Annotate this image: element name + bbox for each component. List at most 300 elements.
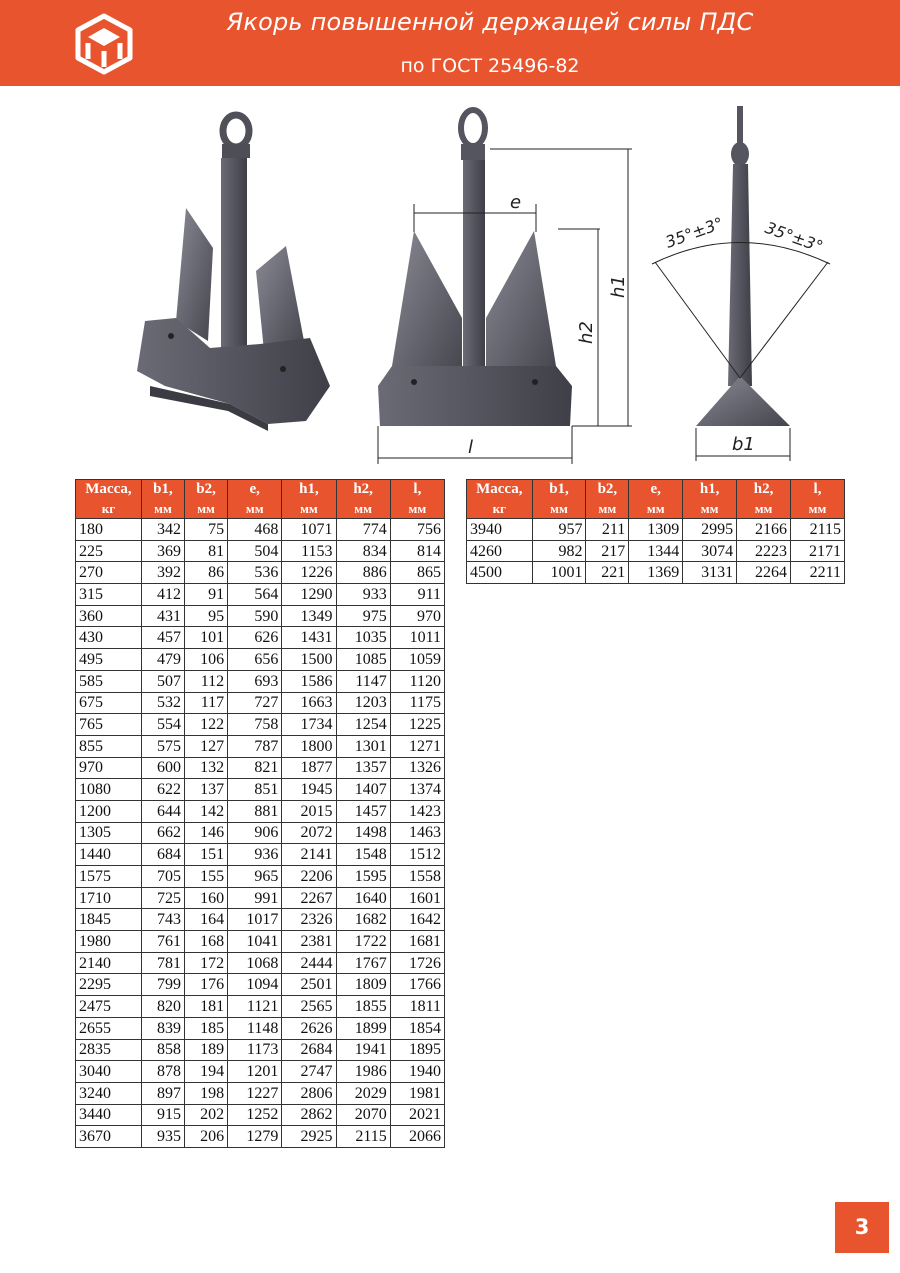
page-number: 3: [835, 1202, 889, 1253]
table-cell: 2021: [390, 1104, 444, 1126]
table-cell: 600: [141, 757, 184, 779]
table-cell: 1981: [390, 1082, 444, 1104]
table-cell: 814: [390, 540, 444, 562]
table-cell: 211: [586, 519, 629, 541]
page-title: Якорь повышенной держащей силы ПДС: [226, 8, 754, 36]
table-row: [467, 562, 845, 584]
table-cell: 662: [141, 822, 184, 844]
table-cell: 1855: [336, 996, 390, 1018]
table-cell: 86: [185, 562, 228, 584]
table-cell: 705: [141, 866, 184, 888]
table-cell: 504: [228, 540, 282, 562]
table-row: [76, 649, 445, 671]
table-cell: 1120: [390, 670, 444, 692]
table-cell: 1945: [282, 779, 336, 801]
column-name: h2,: [353, 481, 373, 497]
table-cell: 1440: [76, 844, 142, 866]
table-cell: 886: [336, 562, 390, 584]
page-subtitle: по ГОСТ 25496-82: [400, 55, 580, 77]
table-cell: 725: [141, 887, 184, 909]
table-cell: 2070: [336, 1104, 390, 1126]
table-cell: 982: [532, 540, 586, 562]
dim-e-label: e: [510, 192, 522, 213]
table-cell: 2015: [282, 800, 336, 822]
table-cell: 991: [228, 887, 282, 909]
table-cell: 2806: [282, 1082, 336, 1104]
table-cell: 172: [185, 952, 228, 974]
table-cell: 2995: [683, 519, 737, 541]
table-header-row: [467, 480, 845, 519]
table-cell: 1766: [390, 974, 444, 996]
column-name: l,: [413, 481, 422, 497]
table-cell: 2206: [282, 866, 336, 888]
table-row: [76, 844, 445, 866]
table-cell: 1457: [336, 800, 390, 822]
spec-table-right: [466, 479, 845, 584]
table-cell: 2925: [282, 1126, 336, 1148]
table-cell: 693: [228, 670, 282, 692]
table-cell: 774: [336, 519, 390, 541]
table-cell: 2223: [737, 540, 791, 562]
table-cell: 781: [141, 952, 184, 974]
table-cell: 2211: [791, 562, 845, 584]
table-cell: 507: [141, 670, 184, 692]
table-cell: 185: [185, 1017, 228, 1039]
dim-b1-label: b1: [732, 434, 755, 455]
table-cell: 1558: [390, 866, 444, 888]
table-cell: 2166: [737, 519, 791, 541]
table-cell: 1463: [390, 822, 444, 844]
column-unit: мм: [354, 501, 372, 516]
table-row: [76, 931, 445, 953]
table-cell: 75: [185, 519, 228, 541]
table-cell: 342: [141, 519, 184, 541]
angle-left-label: 35°±3°: [662, 213, 726, 252]
table-cell: 851: [228, 779, 282, 801]
table-cell: 369: [141, 540, 184, 562]
table-cell: 112: [185, 670, 228, 692]
table-cell: 151: [185, 844, 228, 866]
table-cell: 202: [185, 1104, 228, 1126]
table-cell: 644: [141, 800, 184, 822]
table-cell: 155: [185, 866, 228, 888]
table-row: [76, 714, 445, 736]
table-cell: 1225: [390, 714, 444, 736]
table-cell: 180: [76, 519, 142, 541]
table-cell: 1017: [228, 909, 282, 931]
anchor-3d-view: [137, 115, 330, 431]
column-name: e,: [249, 481, 260, 497]
column-unit: мм: [408, 501, 427, 516]
column-unit: кг: [101, 501, 116, 516]
table-cell: 787: [228, 735, 282, 757]
table-cell: 1148: [228, 1017, 282, 1039]
table-cell: 865: [390, 562, 444, 584]
table-cell: 1681: [390, 931, 444, 953]
table-cell: 1227: [228, 1082, 282, 1104]
table-cell: 1041: [228, 931, 282, 953]
table-cell: 1663: [282, 692, 336, 714]
column-header: [737, 480, 791, 519]
table-cell: 1147: [336, 670, 390, 692]
table-cell: 1369: [629, 562, 683, 584]
table-cell: 1349: [282, 605, 336, 627]
table-cell: 911: [390, 584, 444, 606]
table-cell: 1011: [390, 627, 444, 649]
table-cell: 181: [185, 996, 228, 1018]
table-row: [76, 887, 445, 909]
table-row: [467, 519, 845, 541]
table-cell: 1431: [282, 627, 336, 649]
table-cell: 2626: [282, 1017, 336, 1039]
table-cell: 1809: [336, 974, 390, 996]
table-row: [76, 605, 445, 627]
column-name: b1,: [153, 481, 173, 497]
table-row: [76, 779, 445, 801]
table-cell: 2747: [282, 1061, 336, 1083]
table-cell: 164: [185, 909, 228, 931]
table-cell: 1357: [336, 757, 390, 779]
table-row: [76, 996, 445, 1018]
table-cell: 1640: [336, 887, 390, 909]
table-cell: 1498: [336, 822, 390, 844]
table-cell: 839: [141, 1017, 184, 1039]
table-cell: 2835: [76, 1039, 142, 1061]
column-header: [791, 480, 845, 519]
table-cell: 1203: [336, 692, 390, 714]
table-cell: 431: [141, 605, 184, 627]
table-cell: 1001: [532, 562, 586, 584]
table-row: [76, 757, 445, 779]
table-cell: 936: [228, 844, 282, 866]
table-cell: 194: [185, 1061, 228, 1083]
table-cell: 1226: [282, 562, 336, 584]
table-row: [76, 670, 445, 692]
table-cell: 95: [185, 605, 228, 627]
table-cell: 1595: [336, 866, 390, 888]
table-cell: 758: [228, 714, 282, 736]
table-cell: 957: [532, 519, 586, 541]
table-cell: 176: [185, 974, 228, 996]
table-cell: 1309: [629, 519, 683, 541]
table-cell: 1854: [390, 1017, 444, 1039]
table-cell: 2140: [76, 952, 142, 974]
table-cell: 2267: [282, 887, 336, 909]
table-cell: 1877: [282, 757, 336, 779]
table-row: [76, 735, 445, 757]
table-row: [76, 1104, 445, 1126]
table-cell: 761: [141, 931, 184, 953]
table-cell: 585: [76, 670, 142, 692]
table-cell: 897: [141, 1082, 184, 1104]
table-body: [76, 519, 445, 1148]
table-cell: 1035: [336, 627, 390, 649]
table-cell: 1710: [76, 887, 142, 909]
table-row: [76, 562, 445, 584]
table-row: [76, 952, 445, 974]
table-cell: 1601: [390, 887, 444, 909]
table-cell: 122: [185, 714, 228, 736]
table-cell: 965: [228, 866, 282, 888]
table-cell: 970: [390, 605, 444, 627]
table-cell: 1500: [282, 649, 336, 671]
column-unit: мм: [245, 501, 264, 516]
table-cell: 101: [185, 627, 228, 649]
table-cell: 127: [185, 735, 228, 757]
table-cell: 360: [76, 605, 142, 627]
page-header: [0, 0, 900, 86]
table-cell: 675: [76, 692, 142, 714]
table-cell: 81: [185, 540, 228, 562]
column-header: [390, 480, 444, 519]
table-cell: 2115: [791, 519, 845, 541]
table-cell: 821: [228, 757, 282, 779]
table-cell: 684: [141, 844, 184, 866]
table-cell: 799: [141, 974, 184, 996]
table-cell: 1980: [76, 931, 142, 953]
table-cell: 315: [76, 584, 142, 606]
table-cell: 554: [141, 714, 184, 736]
table-cell: 457: [141, 627, 184, 649]
table-cell: 3670: [76, 1126, 142, 1148]
table-cell: 412: [141, 584, 184, 606]
table-cell: 1726: [390, 952, 444, 974]
table-cell: 2326: [282, 909, 336, 931]
table-row: [76, 519, 445, 541]
table-cell: 4260: [467, 540, 533, 562]
table-cell: 590: [228, 605, 282, 627]
table-cell: 756: [390, 519, 444, 541]
column-unit: мм: [808, 501, 827, 516]
table-row: [76, 540, 445, 562]
anchor-front-view: [378, 110, 632, 464]
table-cell: 479: [141, 649, 184, 671]
table-row: [467, 540, 845, 562]
column-header: [76, 480, 142, 519]
table-row: [76, 974, 445, 996]
table-cell: 935: [141, 1126, 184, 1148]
table-cell: 1252: [228, 1104, 282, 1126]
column-header: [683, 480, 737, 519]
table-cell: 392: [141, 562, 184, 584]
table-cell: 142: [185, 800, 228, 822]
table-cell: 106: [185, 649, 228, 671]
column-name: h2,: [753, 481, 774, 497]
table-header-row: [76, 480, 445, 519]
table-cell: 1800: [282, 735, 336, 757]
table-cell: 536: [228, 562, 282, 584]
table-cell: 855: [76, 735, 142, 757]
table-cell: 1254: [336, 714, 390, 736]
table-cell: 206: [185, 1126, 228, 1148]
table-cell: 2141: [282, 844, 336, 866]
table-cell: 1290: [282, 584, 336, 606]
table-row: [76, 909, 445, 931]
table-cell: 137: [185, 779, 228, 801]
column-header: [629, 480, 683, 519]
table-cell: 225: [76, 540, 142, 562]
table-cell: 3940: [467, 519, 533, 541]
column-name: Масса,: [476, 481, 523, 497]
table-cell: 575: [141, 735, 184, 757]
column-header: [532, 480, 586, 519]
table-cell: 1682: [336, 909, 390, 931]
table-row: [76, 1061, 445, 1083]
column-header: [282, 480, 336, 519]
table-cell: 2565: [282, 996, 336, 1018]
table-cell: 1153: [282, 540, 336, 562]
column-header: [336, 480, 390, 519]
table-cell: 1642: [390, 909, 444, 931]
table-cell: 743: [141, 909, 184, 931]
table-cell: 1895: [390, 1039, 444, 1061]
table-cell: 2444: [282, 952, 336, 974]
table-cell: 622: [141, 779, 184, 801]
column-name: h1,: [699, 481, 720, 497]
table-row: [76, 1126, 445, 1148]
column-unit: мм: [646, 501, 665, 516]
table-cell: 1085: [336, 649, 390, 671]
table-cell: 1201: [228, 1061, 282, 1083]
column-header: [467, 480, 533, 519]
table-cell: 117: [185, 692, 228, 714]
dim-h2-label: h2: [576, 321, 597, 344]
table-cell: 495: [76, 649, 142, 671]
table-cell: 168: [185, 931, 228, 953]
table-cell: 906: [228, 822, 282, 844]
table-cell: 1305: [76, 822, 142, 844]
table-cell: 1734: [282, 714, 336, 736]
dim-l-label: l: [468, 437, 474, 458]
table-cell: 2501: [282, 974, 336, 996]
anchor-side-view: [652, 106, 830, 461]
table-cell: 2655: [76, 1017, 142, 1039]
table-cell: 2381: [282, 931, 336, 953]
table-cell: 858: [141, 1039, 184, 1061]
table-cell: 1845: [76, 909, 142, 931]
table-cell: 1986: [336, 1061, 390, 1083]
table-cell: 1344: [629, 540, 683, 562]
table-cell: 2029: [336, 1082, 390, 1104]
table-cell: 217: [586, 540, 629, 562]
table-cell: 198: [185, 1082, 228, 1104]
table-cell: 878: [141, 1061, 184, 1083]
table-cell: 1279: [228, 1126, 282, 1148]
table-cell: 1767: [336, 952, 390, 974]
table-cell: 1722: [336, 931, 390, 953]
spec-table-left: [75, 479, 445, 1148]
table-cell: 3440: [76, 1104, 142, 1126]
table-cell: 881: [228, 800, 282, 822]
column-unit: мм: [754, 501, 773, 516]
table-cell: 468: [228, 519, 282, 541]
angle-right-label: 35°±3°: [762, 217, 826, 257]
table-row: [76, 692, 445, 714]
column-name: Масса,: [85, 481, 132, 497]
table-cell: 270: [76, 562, 142, 584]
column-unit: мм: [598, 501, 617, 516]
logo-cube-icon: [74, 13, 134, 75]
table-cell: 820: [141, 996, 184, 1018]
table-cell: 1407: [336, 779, 390, 801]
table-cell: 834: [336, 540, 390, 562]
table-cell: 1548: [336, 844, 390, 866]
table-cell: 1811: [390, 996, 444, 1018]
table-row: [76, 627, 445, 649]
table-cell: 1575: [76, 866, 142, 888]
table-cell: 430: [76, 627, 142, 649]
table-cell: 1173: [228, 1039, 282, 1061]
table-cell: 1094: [228, 974, 282, 996]
table-cell: 146: [185, 822, 228, 844]
column-header: [141, 480, 184, 519]
column-name: b1,: [549, 481, 569, 497]
column-unit: мм: [300, 501, 318, 516]
column-unit: мм: [197, 501, 215, 516]
table-cell: 1940: [390, 1061, 444, 1083]
table-cell: 1586: [282, 670, 336, 692]
table-cell: 189: [185, 1039, 228, 1061]
table-cell: 2072: [282, 822, 336, 844]
table-cell: 1175: [390, 692, 444, 714]
table-cell: 1941: [336, 1039, 390, 1061]
table-cell: 1374: [390, 779, 444, 801]
column-header: [185, 480, 228, 519]
table-cell: 2264: [737, 562, 791, 584]
column-name: h1,: [299, 481, 319, 497]
table-row: [76, 800, 445, 822]
table-cell: 564: [228, 584, 282, 606]
table-cell: 3074: [683, 540, 737, 562]
table-cell: 4500: [467, 562, 533, 584]
table-cell: 1271: [390, 735, 444, 757]
table-row: [76, 1082, 445, 1104]
table-cell: 1121: [228, 996, 282, 1018]
table-cell: 3040: [76, 1061, 142, 1083]
table-cell: 160: [185, 887, 228, 909]
table-cell: 2171: [791, 540, 845, 562]
table-row: [76, 822, 445, 844]
table-cell: 1301: [336, 735, 390, 757]
table-cell: 1080: [76, 779, 142, 801]
table-cell: 1071: [282, 519, 336, 541]
table-cell: 3240: [76, 1082, 142, 1104]
table-row: [76, 1017, 445, 1039]
table-body: [467, 519, 845, 584]
table-row: [76, 584, 445, 606]
column-unit: мм: [550, 501, 568, 516]
table-cell: 1059: [390, 649, 444, 671]
table-cell: 933: [336, 584, 390, 606]
table-cell: 975: [336, 605, 390, 627]
table-cell: 1068: [228, 952, 282, 974]
column-unit: кг: [492, 501, 506, 516]
column-name: b2,: [597, 481, 618, 497]
column-name: b2,: [196, 481, 216, 497]
table-cell: 532: [141, 692, 184, 714]
column-header: [586, 480, 629, 519]
table-cell: 727: [228, 692, 282, 714]
table-row: [76, 1039, 445, 1061]
table-cell: 1423: [390, 800, 444, 822]
column-unit: мм: [154, 501, 172, 516]
table-cell: 2295: [76, 974, 142, 996]
column-name: e,: [650, 481, 661, 497]
table-cell: 2115: [336, 1126, 390, 1148]
table-cell: 91: [185, 584, 228, 606]
table-cell: 1200: [76, 800, 142, 822]
table-cell: 626: [228, 627, 282, 649]
